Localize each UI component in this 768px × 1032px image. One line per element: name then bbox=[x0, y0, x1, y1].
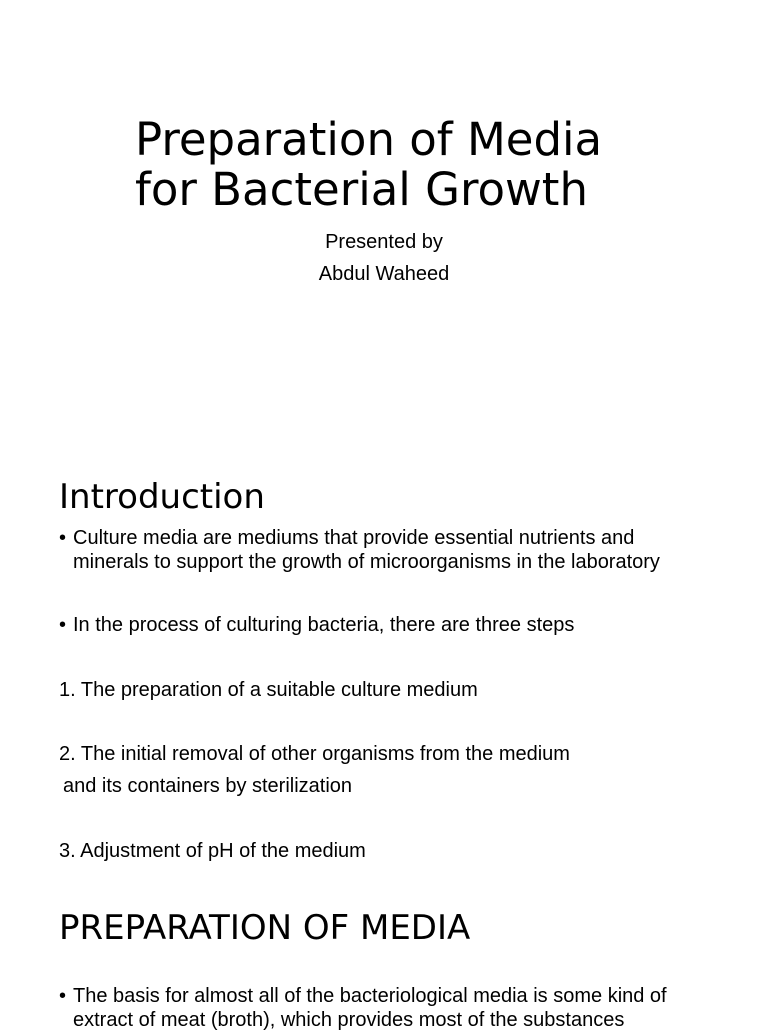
bullet-marker: • bbox=[59, 614, 67, 636]
bullet-line: extract of meat (broth), which provides most of the substances bbox=[73, 1009, 625, 1031]
title-slide bbox=[0, 0, 768, 440]
bullet-line: minerals to support the growth of microorganisms in the laboratory bbox=[73, 551, 660, 573]
step-2-text-line-1: 2. The initial removal of other organisms from the medium bbox=[59, 743, 570, 765]
three-steps-bullet bbox=[73, 613, 574, 637]
culture-media-bullet bbox=[73, 526, 660, 574]
bullet-line: The basis for almost all of the bacteriological media is some kind of bbox=[73, 985, 667, 1007]
step-3-text: 3. Adjustment of pH of the medium bbox=[59, 840, 366, 862]
step-1-text: 1. The preparation of a suitable culture medium bbox=[59, 679, 478, 701]
title-line-1: Preparation of Media bbox=[135, 113, 603, 166]
step-2-text-line-2: and its containers by sterilization bbox=[63, 775, 353, 797]
preparation-of-media-heading: PREPARATION OF MEDIA bbox=[59, 908, 471, 948]
bullet-line: In the process of culturing bacteria, there are three steps bbox=[73, 614, 575, 636]
bullet-marker: • bbox=[59, 527, 67, 549]
author-name: Abdul Waheed bbox=[318, 263, 450, 285]
meat-extract-bullet bbox=[73, 984, 667, 1032]
introduction-slide bbox=[0, 440, 768, 1031]
presented-by-label: Presented by bbox=[325, 231, 443, 253]
bullet-marker: • bbox=[59, 985, 67, 1007]
introduction-heading: Introduction bbox=[59, 477, 265, 517]
title-line-2: for Bacterial Growth bbox=[135, 163, 588, 216]
bullet-line: Culture media are mediums that provide essential nutrients and bbox=[73, 527, 635, 549]
